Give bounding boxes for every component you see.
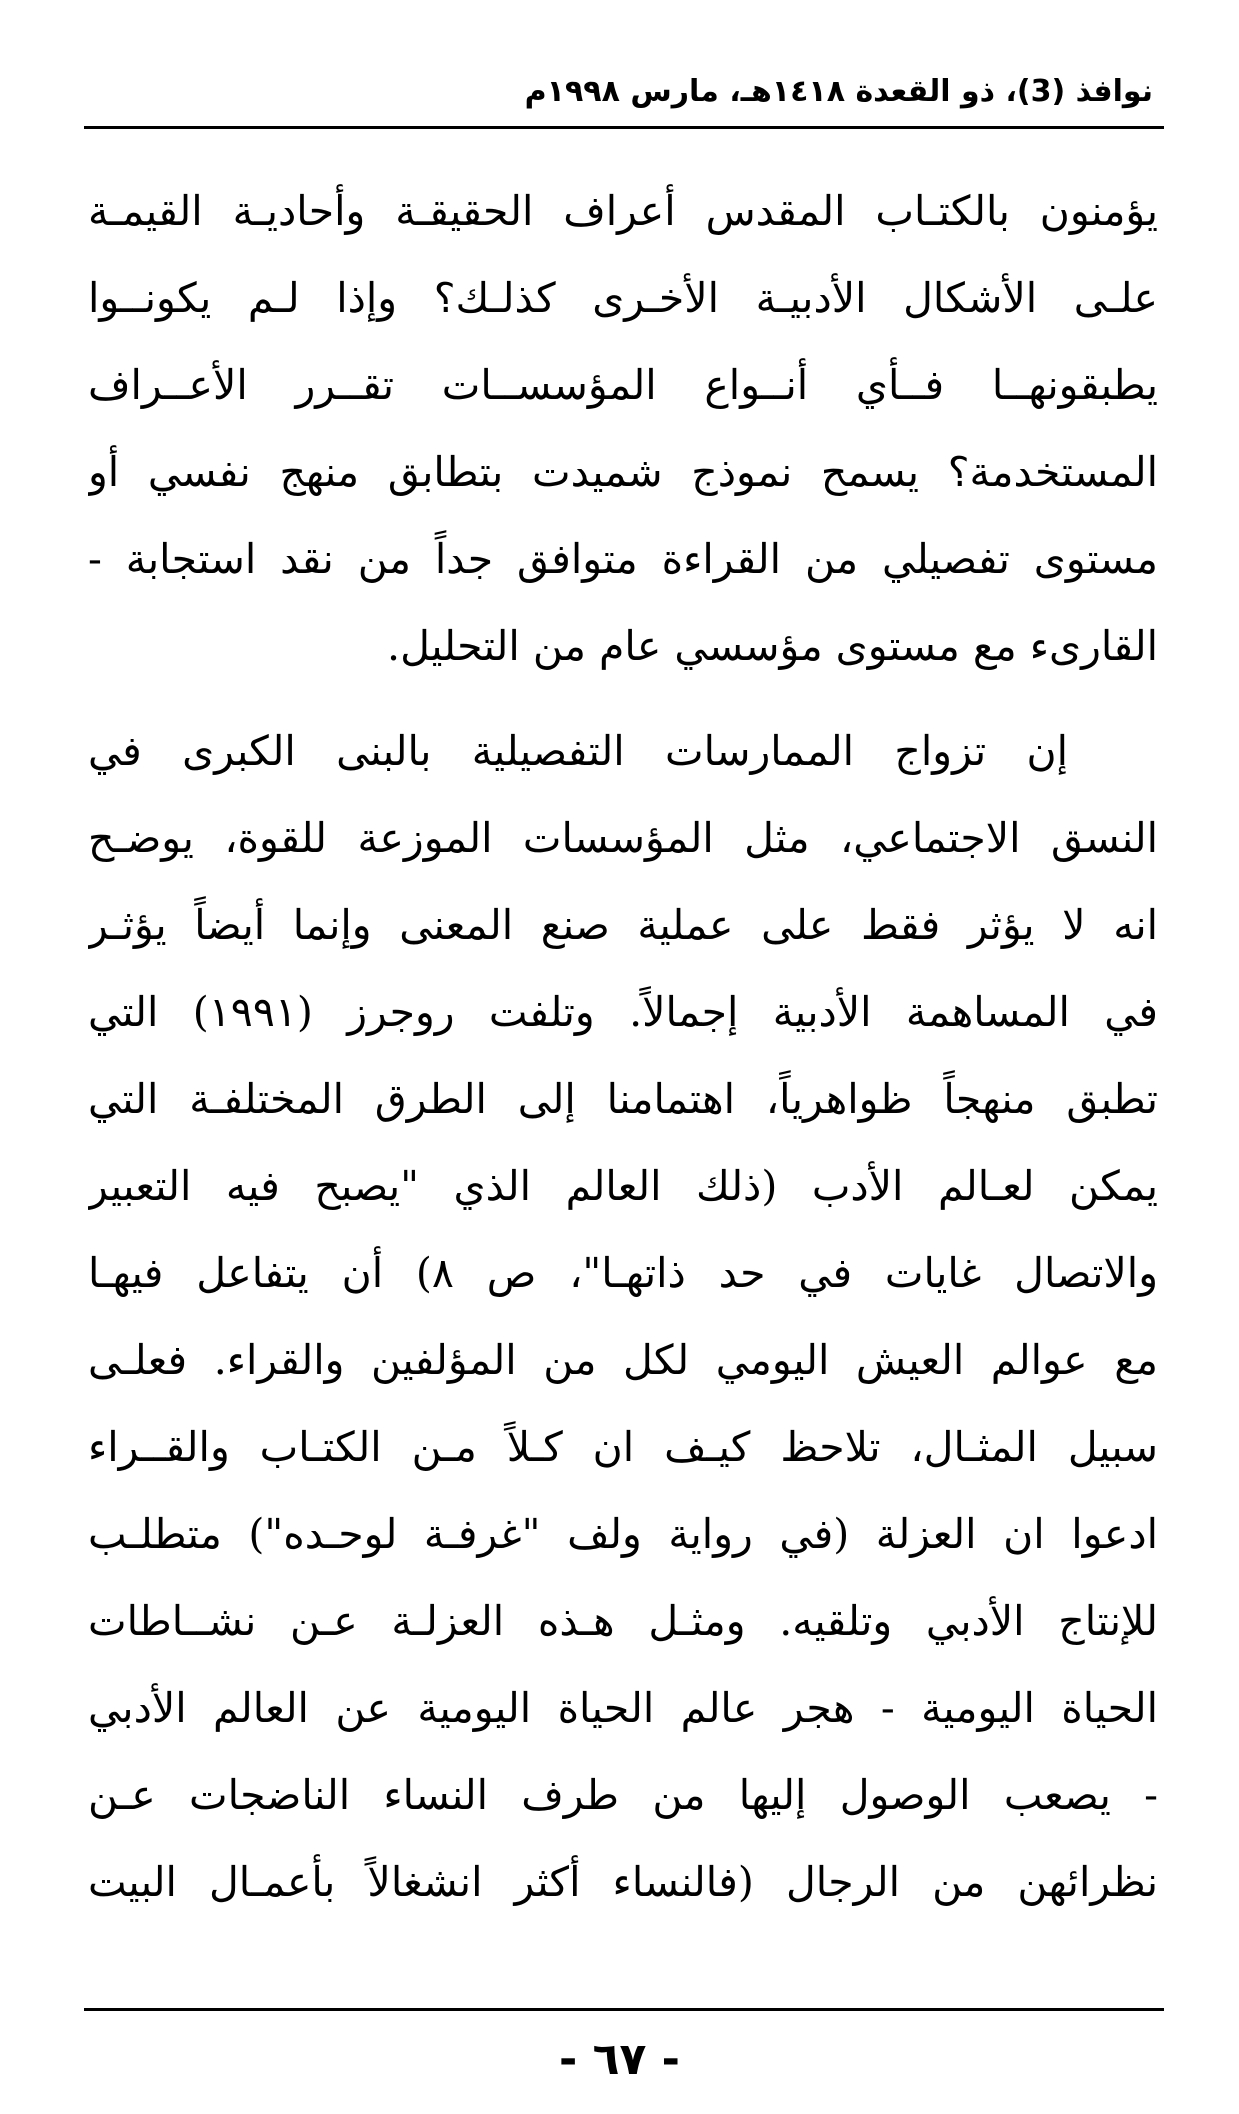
text-line: نظرائهن من الرجال (فالنساء أكثر انشغالاً بأعمـال البيت xyxy=(88,1858,1158,1906)
text-line: للإنتاج الأدبي وتلقيه. ومثـل هـذه العزلـة عـن نشــاطات xyxy=(88,1597,1158,1645)
text-line: تطبق منهجاً ظواهرياً، اهتمامنا إلى الطرق المختلفـة التي xyxy=(88,1075,1158,1123)
text-line: إن تزواج الممارسات التفصيلية بالبنى الكبرى في xyxy=(88,727,1068,775)
page-number: - ٦٧ - xyxy=(559,2034,680,2085)
text-line: والاتصال غايات في حد ذاتهـا"، ص ٨) أن يتفاعل فيهـا xyxy=(88,1249,1158,1297)
header-divider xyxy=(84,126,1164,129)
text-line: سبيل المثـال، تلاحظ كيـف ان كـلاً مـن الكتـاب والقــراء xyxy=(88,1423,1158,1471)
paragraph-gap xyxy=(88,690,1158,708)
text-line: يمكن لعـالم الأدب (ذلك العالم الذي "يصبح فيه التعبير xyxy=(88,1162,1158,1210)
text-line: مستوى تفصيلي من القراءة متوافق جداً من نقد استجابة - xyxy=(88,535,1158,583)
text-line: علـى الأشكال الأدبيـة الأخـرى كذلـك؟ وإذا لـم يكونــوا xyxy=(88,274,1158,322)
running-header: نوافذ (3)، ذو القعدة ١٤١٨هـ، مارس ١٩٩٨م xyxy=(524,74,1153,109)
text-line: - يصعب الوصول إليها من طرف النساء الناضجات عـن xyxy=(88,1771,1158,1819)
paragraph xyxy=(88,168,1158,690)
text-line: النسق الاجتماعي، مثل المؤسسات الموزعة للقوة، يوضـح xyxy=(88,814,1158,862)
footer-divider xyxy=(84,2008,1164,2011)
text-line: يؤمنون بالكتـاب المقدس أعراف الحقيقـة وأحاديـة القيمـة xyxy=(88,187,1158,235)
text-line: ادعوا ان العزلة (في رواية ولف "غرفـة لوحـده") متطلـب xyxy=(88,1510,1158,1558)
text-line: مع عوالم العيش اليومي لكل من المؤلفين والقراء. فعلـى xyxy=(88,1336,1158,1384)
text-line: القارىء مع مستوى مؤسسي عام من التحليل. xyxy=(387,622,1158,670)
text-line: انه لا يؤثر فقط على عملية صنع المعنى وإنما أيضاً يؤثـر xyxy=(88,901,1158,949)
paragraph xyxy=(88,708,1158,1926)
text-line: في المساهمة الأدبية إجمالاً. وتلفت روجرز (١٩٩١) التي xyxy=(88,988,1158,1036)
body-text xyxy=(88,168,1158,1926)
text-line: يطبقونهــا فــأي أنــواع المؤسســات تقــرر الأعــراف xyxy=(88,361,1158,409)
text-line: الحياة اليومية - هجر عالم الحياة اليومية عن العالم الأدبي xyxy=(88,1684,1158,1732)
text-line: المستخدمة؟ يسمح نموذج شميدت بتطابق منهج نفسي أو xyxy=(88,448,1158,496)
